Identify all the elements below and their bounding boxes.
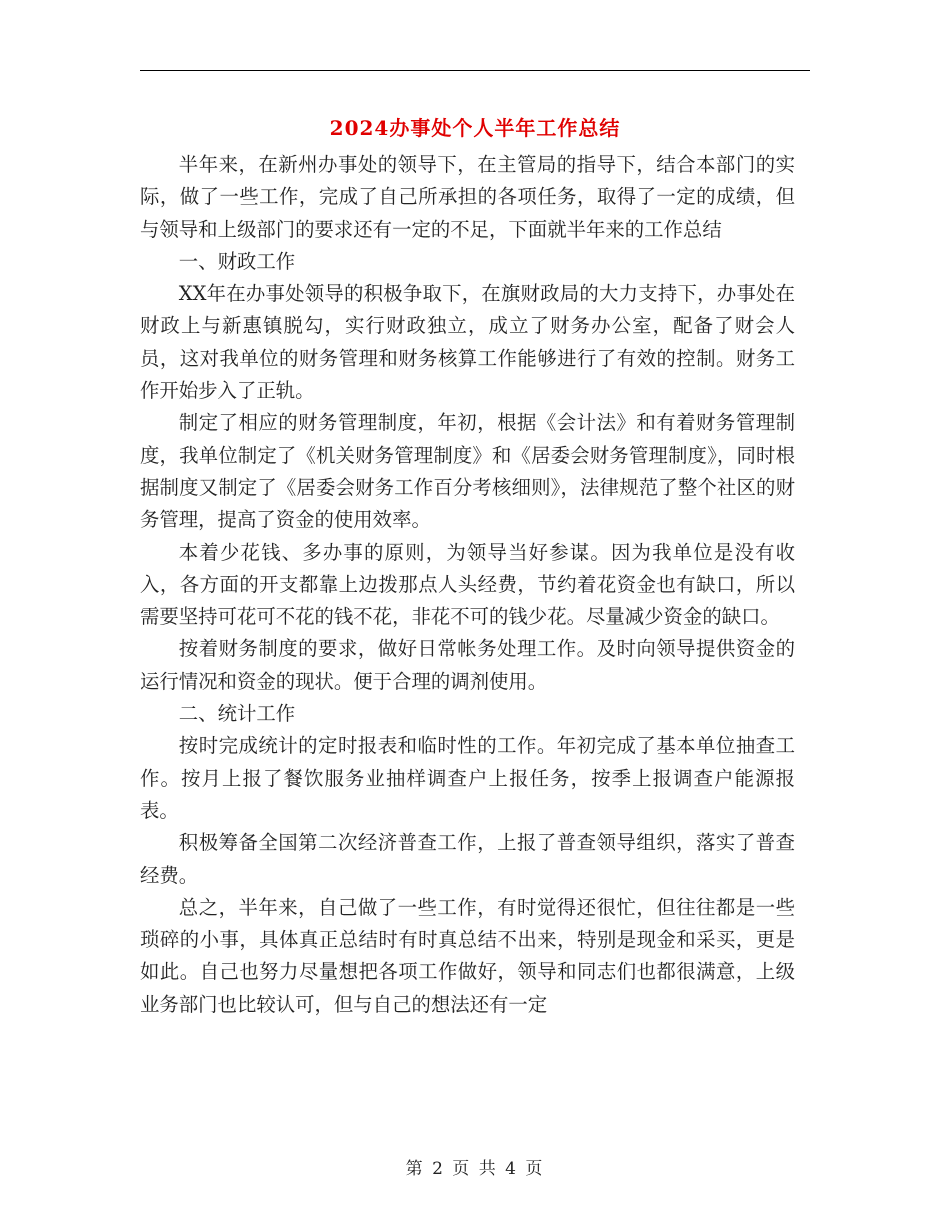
paragraph: 总之，半年来，自己做了一些工作，有时觉得还很忙，但往往都是一些琐碎的小事，具体真正总结时有时真总结不出来，特别是现金和采买，更是如此。自己也努力尽量想把各项工作做好，领导和同志们也都很满意，上级业务部门也比较认可，但与自己的想法还有一定 xyxy=(140,895,795,1016)
paragraph: 半年来，在新州办事处的领导下，在主管局的指导下，结合本部门的实际，做了一些工作，完成了自己所承担的各项任务，取得了一定的成绩，但与领导和上级部门的要求还有一定的不足，下面就半年来的工作总结 xyxy=(140,153,795,241)
page-number: 第 2 页 共 4 页 xyxy=(405,1159,545,1179)
paragraph: 本着少花钱、多办事的原则，为领导当好参谋。因为我单位是没有收入，各方面的开支都靠上边拨那点人头经费，节约着花资金也有缺口，所以需要坚持可花可不花的钱不花，非花不可的钱少花。尽量减少资金的缺口。 xyxy=(140,540,795,629)
document-body xyxy=(140,149,795,1021)
paragraph: 按时完成统计的定时报表和临时性的工作。年初完成了基本单位抽查工作。按月上报了餐饮服务业抽样调查户上报任务，按季上报调查户能源报表。 xyxy=(140,734,795,822)
document-title: 2024办事处个人半年工作总结 xyxy=(329,116,621,140)
paragraph: 制定了相应的财务管理制度，年初，根据《会计法》和有着财务管理制度，我单位制定了《机关财务管理制度》和《居委会财务管理制度》，同时根据制度又制定了《居委会财务工作百分考核细则》，法律规范了整个社区的财务管理，提高了资金的使用效率。 xyxy=(140,411,795,532)
paragraph: XX年在办事处领导的积极争取下，在旗财政局的大力支持下，办事处在财政上与新惠镇脱勾，实行财政独立，成立了财务办公室，配备了财会人员，这对我单位的财务管理和财务核算工作能够进行了有效的控制。财务工作开始步入了正轨。 xyxy=(140,282,795,403)
section-heading: 二、统计工作 xyxy=(178,702,296,726)
section-heading: 一、财政工作 xyxy=(178,249,296,273)
paragraph: 积极筹备全国第二次经济普查工作，上报了普查领导组织，落实了普查经费。 xyxy=(140,831,795,887)
paragraph: 按着财务制度的要求，做好日常帐务处理工作。及时向领导提供资金的运行情况和资金的现状。便于合理的调剂使用。 xyxy=(140,637,795,693)
header-rule xyxy=(140,70,810,71)
